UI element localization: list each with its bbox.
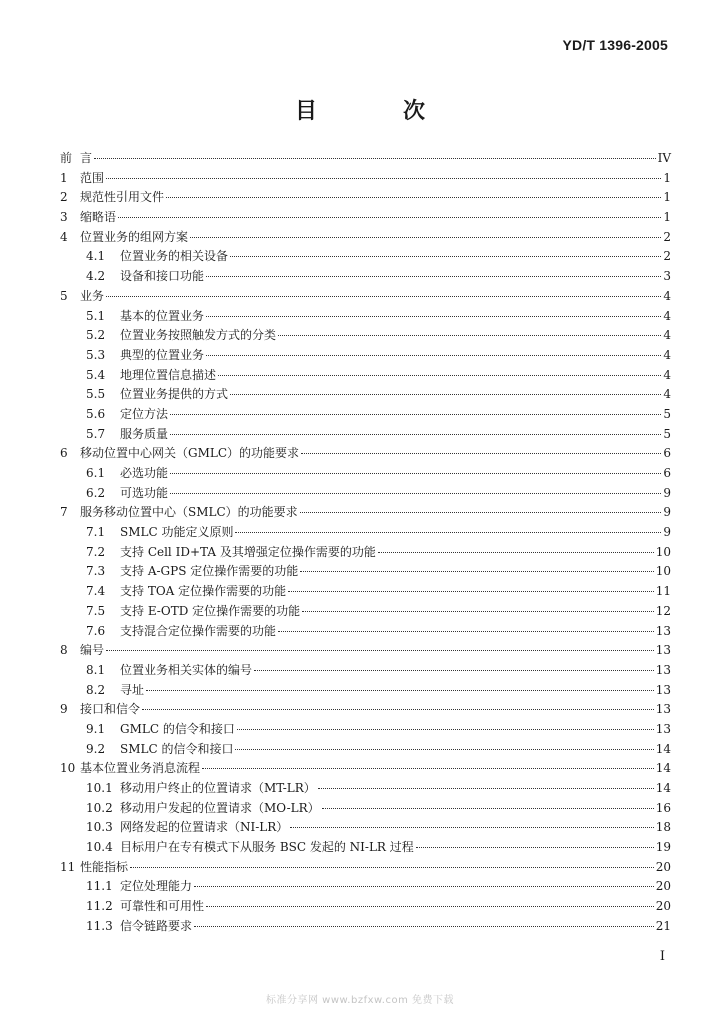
toc-entry[interactable] — [60, 759, 671, 779]
dot-leader — [166, 197, 661, 198]
dot-leader — [218, 375, 661, 376]
toc-entry-page: 20 — [655, 859, 671, 874]
dot-leader — [416, 847, 654, 848]
toc-entry-page: 20 — [655, 899, 671, 914]
toc-entry-page: 9 — [663, 505, 671, 520]
toc-entry-label: 可靠性和可用性 — [120, 899, 205, 914]
toc-entry-page: 13 — [655, 702, 671, 717]
toc-entry-number: 前 — [60, 151, 73, 165]
toc-entry-number: 8.2 — [86, 682, 106, 697]
toc-entry-number: 7.6 — [86, 623, 106, 638]
toc-entry-label: 设备和接口功能 — [120, 269, 205, 284]
toc-entry-label: 业务 — [80, 288, 105, 303]
toc-entry-page: IV — [657, 151, 671, 165]
toc-entry-number: 10 — [60, 761, 76, 776]
page-title: 目 次 — [294, 99, 457, 124]
toc-entry-page: 2 — [663, 229, 671, 244]
toc-entry-page: 11 — [655, 584, 671, 599]
dot-leader — [278, 631, 654, 632]
toc-entry-number: 6 — [60, 446, 68, 461]
toc-entry-number: 1 — [60, 170, 68, 185]
toc-entry-number: 6.2 — [86, 485, 106, 500]
toc-entry[interactable] — [60, 740, 671, 760]
toc-entry[interactable] — [60, 858, 671, 878]
toc-entry-label: GMLC 的信令和接口 — [120, 721, 235, 736]
toc-entry-number: 7.3 — [86, 564, 106, 579]
dot-leader — [235, 749, 653, 750]
toc-entry-number: 11.2 — [86, 899, 113, 914]
toc-entry-page: 4 — [663, 328, 671, 343]
toc-entry-page: 4 — [663, 367, 671, 382]
toc-entry-page: 6 — [663, 466, 671, 480]
toc-entry-page: 4 — [663, 387, 671, 402]
toc-entry[interactable] — [60, 562, 671, 582]
toc-entry[interactable] — [60, 425, 671, 445]
dot-leader — [290, 827, 653, 828]
table-of-contents — [60, 149, 671, 937]
toc-entry-label: 服务质量 — [120, 426, 169, 441]
toc-entry-number: 10.3 — [86, 820, 113, 835]
toc-entry[interactable] — [60, 838, 671, 858]
dot-leader — [106, 296, 661, 297]
toc-entry-label: 必选功能 — [120, 466, 169, 480]
toc-entry-page: 10 — [655, 564, 671, 579]
toc-entry[interactable] — [60, 799, 671, 819]
toc-entry-number: 9.2 — [86, 741, 106, 756]
toc-entry-label: 支持 TOA 定位操作需要的功能 — [120, 584, 287, 599]
dot-leader — [237, 729, 654, 730]
toc-entry-label: 接口和信令 — [80, 702, 141, 717]
toc-entry[interactable] — [60, 622, 671, 642]
toc-entry-number: 8 — [60, 643, 68, 658]
toc-entry-number: 5.3 — [86, 347, 106, 362]
toc-entry-number: 7.5 — [86, 603, 106, 618]
toc-entry-number: 4.2 — [86, 269, 106, 284]
toc-entry-number: 9.1 — [86, 721, 106, 736]
dot-leader — [206, 316, 661, 317]
toc-entry-number: 9 — [60, 702, 68, 717]
toc-entry[interactable] — [60, 385, 671, 405]
dot-leader — [322, 808, 654, 809]
toc-entry-number: 3 — [60, 210, 68, 225]
dot-leader — [230, 394, 661, 395]
toc-entry[interactable] — [60, 641, 671, 661]
toc-entry-page: 21 — [655, 918, 671, 933]
toc-entry-number: 7 — [60, 505, 68, 520]
toc-entry-label: 移动位置中心网关（GMLC）的功能要求 — [80, 446, 300, 461]
toc-entry-number: 11.3 — [86, 918, 113, 933]
toc-entry[interactable] — [60, 228, 671, 248]
toc-entry-label: SMLC 功能定义原则 — [120, 525, 234, 540]
dot-leader — [300, 512, 661, 513]
toc-entry-label: 位置业务按照触发方式的分类 — [120, 328, 277, 343]
toc-entry-number: 11 — [60, 859, 76, 874]
toc-entry[interactable] — [60, 700, 671, 720]
toc-entry[interactable] — [60, 543, 671, 563]
toc-entry[interactable] — [60, 149, 671, 169]
toc-entry-number: 4 — [60, 229, 68, 244]
dot-leader — [254, 670, 654, 671]
dot-leader — [94, 158, 656, 159]
toc-entry-number: 2 — [60, 190, 68, 205]
dot-leader — [288, 591, 654, 592]
toc-entry-label: 位置业务的相关设备 — [120, 249, 229, 264]
toc-entry-page: 19 — [655, 840, 671, 855]
toc-entry[interactable] — [60, 897, 671, 917]
toc-entry-number: 5.6 — [86, 406, 106, 421]
toc-entry-page: 4 — [663, 308, 671, 323]
toc-entry-label: 支持 E-OTD 定位操作需要的功能 — [120, 603, 301, 618]
dot-leader — [142, 709, 654, 710]
toc-entry-number: 5.4 — [86, 367, 106, 382]
toc-entry-page: 12 — [655, 603, 671, 618]
toc-entry-page: 14 — [655, 741, 671, 756]
toc-entry-label: 缩略语 — [80, 210, 117, 225]
dot-leader — [318, 788, 654, 789]
toc-entry[interactable] — [60, 779, 671, 799]
toc-entry-label: 移动用户发起的位置请求（MO-LR） — [120, 800, 320, 815]
toc-entry[interactable] — [60, 405, 671, 425]
dot-leader — [300, 571, 653, 572]
toc-entry[interactable] — [60, 582, 671, 602]
dot-leader — [170, 434, 661, 435]
toc-entry-page: 13 — [655, 721, 671, 736]
toc-entry-label: 移动用户终止的位置请求（MT-LR） — [120, 781, 316, 795]
standard-code: YD/T 1396-2005 — [562, 37, 668, 53]
toc-entry[interactable] — [60, 267, 671, 287]
dot-leader — [230, 256, 661, 257]
toc-entry-label: 网络发起的位置请求（NI-LR） — [120, 820, 289, 835]
toc-entry-label: 寻址 — [120, 682, 145, 697]
dot-leader — [118, 217, 661, 218]
toc-entry-page: 9 — [663, 525, 671, 540]
toc-entry[interactable] — [60, 484, 671, 504]
dot-leader — [206, 906, 654, 907]
toc-entry-label: 可选功能 — [120, 485, 169, 500]
dot-leader — [170, 473, 661, 474]
toc-entry[interactable] — [60, 366, 671, 386]
dot-leader — [202, 768, 654, 769]
dot-leader — [130, 867, 654, 868]
toc-entry-page: 13 — [655, 682, 671, 697]
toc-entry-number: 4.1 — [86, 249, 106, 264]
toc-entry-number: 5 — [60, 288, 68, 303]
toc-entry-page: 10 — [655, 544, 671, 559]
toc-entry-label: 位置业务提供的方式 — [120, 387, 229, 402]
toc-entry-page: 5 — [663, 406, 671, 421]
dot-leader — [106, 178, 661, 179]
toc-entry[interactable] — [60, 307, 671, 327]
toc-entry-page: 13 — [655, 623, 671, 638]
dot-leader — [378, 552, 654, 553]
toc-entry-page: 14 — [655, 781, 671, 795]
dot-leader — [278, 335, 661, 336]
watermark-text: 标准分享网 www.bzfxw.com 免费下载 — [266, 995, 454, 1006]
toc-entry-number: 5.5 — [86, 387, 106, 402]
toc-entry-label: 位置业务的组网方案 — [80, 229, 189, 244]
toc-entry[interactable] — [60, 503, 671, 523]
toc-entry-number: 10.4 — [86, 840, 113, 855]
dot-leader — [194, 886, 654, 887]
toc-entry[interactable] — [60, 818, 671, 838]
toc-entry-page: 1 — [663, 190, 671, 205]
toc-entry-label: 言 — [80, 151, 93, 165]
toc-entry-number: 11.1 — [86, 879, 113, 894]
toc-entry[interactable] — [60, 523, 671, 543]
toc-entry-label: 典型的位置业务 — [120, 347, 205, 362]
toc-entry-page: 6 — [663, 446, 671, 461]
toc-entry-page: 4 — [663, 288, 671, 303]
dot-leader — [190, 237, 661, 238]
toc-entry-page: 2 — [663, 249, 671, 264]
toc-entry[interactable] — [60, 169, 671, 189]
toc-entry-page: 13 — [655, 662, 671, 677]
toc-entry[interactable] — [60, 681, 671, 701]
toc-entry-page: 14 — [655, 761, 671, 776]
toc-entry-label: 范围 — [80, 170, 105, 185]
toc-entry[interactable] — [60, 346, 671, 366]
toc-entry[interactable] — [60, 661, 671, 681]
toc-entry-label: 信令链路要求 — [120, 918, 193, 933]
toc-entry-page: 13 — [655, 643, 671, 658]
dot-leader — [206, 276, 661, 277]
toc-entry[interactable] — [60, 917, 671, 937]
toc-entry-label: SMLC 的信令和接口 — [120, 741, 234, 756]
toc-entry-label: 性能指标 — [80, 859, 129, 874]
dot-leader — [301, 453, 661, 454]
toc-entry-label: 编号 — [80, 643, 105, 658]
dot-leader — [235, 532, 661, 533]
toc-entry-page: 20 — [655, 879, 671, 894]
toc-entry-page: 5 — [663, 426, 671, 441]
toc-entry-label: 支持 A-GPS 定位操作需要的功能 — [120, 564, 299, 579]
toc-entry-number: 6.1 — [86, 466, 106, 480]
toc-entry-label: 基本的位置业务 — [120, 308, 205, 323]
dot-leader — [170, 414, 661, 415]
toc-entry-page: 16 — [655, 800, 671, 815]
toc-entry[interactable] — [60, 464, 671, 484]
toc-entry[interactable] — [60, 602, 671, 622]
toc-entry[interactable] — [60, 188, 671, 208]
toc-entry[interactable] — [60, 444, 671, 464]
toc-entry-page: 4 — [663, 347, 671, 362]
toc-entry-number: 8.1 — [86, 662, 106, 677]
toc-entry-label: 基本位置业务消息流程 — [80, 761, 201, 776]
toc-entry[interactable] — [60, 720, 671, 740]
toc-entry[interactable] — [60, 287, 671, 307]
toc-entry[interactable] — [60, 326, 671, 346]
toc-entry-number: 7.1 — [86, 525, 106, 540]
toc-entry-label: 地理位置信息描述 — [120, 367, 217, 382]
dot-leader — [194, 926, 654, 927]
toc-entry-page: 9 — [663, 485, 671, 500]
toc-entry[interactable] — [60, 208, 671, 228]
toc-entry-number: 7.4 — [86, 584, 106, 599]
toc-entry-number: 5.2 — [86, 328, 106, 343]
toc-entry-label: 服务移动位置中心（SMLC）的功能要求 — [80, 505, 298, 520]
toc-entry-page: 18 — [655, 820, 671, 835]
toc-entry-number: 5.7 — [86, 426, 106, 441]
toc-entry-label: 位置业务相关实体的编号 — [120, 662, 253, 677]
toc-entry-page: 3 — [663, 269, 671, 284]
toc-entry-label: 规范性引用文件 — [80, 190, 165, 205]
toc-entry[interactable] — [60, 247, 671, 267]
dot-leader — [170, 493, 661, 494]
dot-leader — [146, 690, 654, 691]
page-number: I — [659, 949, 665, 964]
toc-entry-label: 支持混合定位操作需要的功能 — [120, 623, 277, 638]
toc-entry-number: 7.2 — [86, 544, 106, 559]
dot-leader — [206, 355, 661, 356]
toc-entry-label: 定位方法 — [120, 406, 169, 421]
toc-entry[interactable] — [60, 877, 671, 897]
toc-entry-number: 10.1 — [86, 781, 113, 795]
toc-entry-number: 10.2 — [86, 800, 113, 815]
toc-entry-page: 1 — [663, 210, 671, 225]
toc-entry-label: 定位处理能力 — [120, 879, 193, 894]
toc-entry-page: 1 — [663, 170, 671, 185]
toc-entry-number: 5.1 — [86, 308, 106, 323]
dot-leader — [106, 650, 654, 651]
toc-entry-label: 支持 Cell ID+TA 及其增强定位操作需要的功能 — [120, 544, 376, 559]
dot-leader — [302, 611, 654, 612]
toc-entry-label: 目标用户在专有模式下从服务 BSC 发起的 NI-LR 过程 — [120, 840, 414, 855]
